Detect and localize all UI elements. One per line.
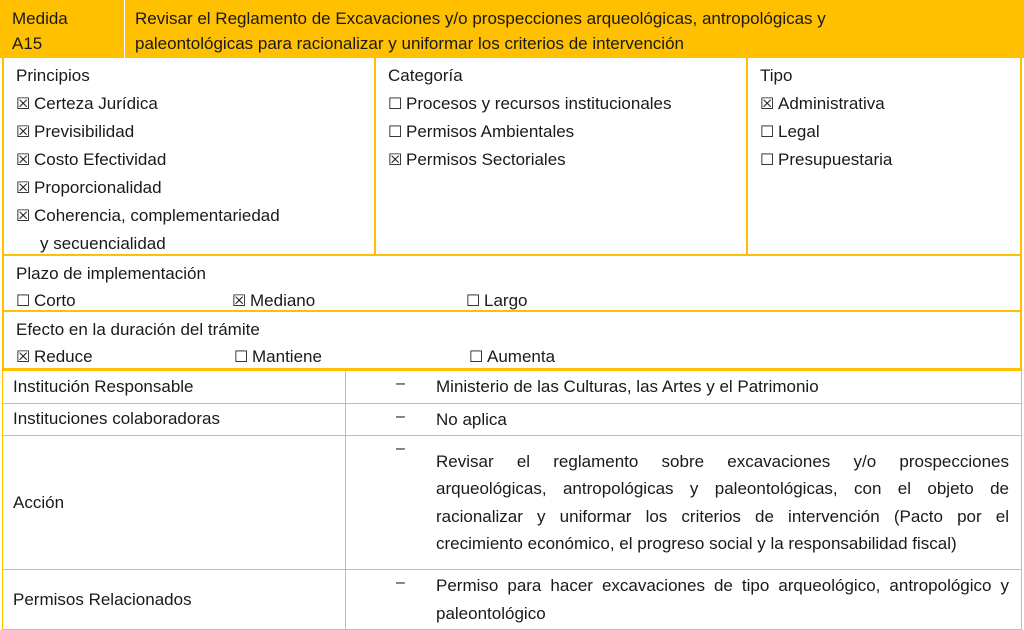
dash-bullet: –: [396, 574, 405, 591]
efecto-title: Efecto en la duración del trámite: [16, 320, 260, 339]
medida-code: A15: [12, 34, 43, 53]
categoria-label: Permisos Ambientales: [406, 122, 575, 141]
principio-label: Proporcionalidad: [34, 178, 162, 197]
categoria-item[interactable]: [388, 146, 746, 174]
categoria-column: [374, 58, 746, 254]
checkbox-icon[interactable]: ☐: [234, 347, 249, 366]
row-value: No aplica: [436, 409, 507, 429]
dash-bullet: –: [396, 440, 405, 457]
row-label: Instituciones colaboradoras: [3, 403, 346, 436]
row-label: Permisos Relacionados: [3, 570, 346, 630]
checkbox-icon[interactable]: ☒: [16, 122, 31, 141]
categoria-item[interactable]: [388, 90, 746, 118]
tipo-item[interactable]: [760, 90, 1020, 118]
principio-item[interactable]: [16, 118, 374, 146]
checkbox-icon[interactable]: ☒: [16, 150, 31, 169]
dash-bullet: –: [396, 375, 405, 392]
efecto-option-label: Reduce: [34, 347, 93, 366]
principio-label: Costo Efectividad: [34, 150, 167, 169]
classification-section: [2, 58, 1022, 256]
principios-column: [4, 58, 374, 254]
measure-title-line-2: paleontológicas para racionalizar y uniformar los criterios de intervención: [135, 34, 684, 53]
checkbox-icon[interactable]: ☒: [16, 94, 31, 113]
table-row: [3, 436, 1022, 570]
plazo-option-label: Corto: [34, 291, 76, 310]
checkbox-icon[interactable]: ☐: [760, 122, 775, 141]
row-value: Permiso para hacer excavaciones de tipo arqueológico, antropológico y paleontológico: [436, 576, 1009, 623]
checkbox-icon[interactable]: ☒: [232, 291, 247, 310]
categoria-item[interactable]: [388, 118, 746, 146]
checkbox-icon[interactable]: ☒: [16, 178, 31, 197]
principio-item[interactable]: [16, 202, 374, 230]
table-row: [3, 403, 1022, 436]
efecto-option-label: Aumenta: [487, 347, 556, 366]
measure-header: [0, 0, 1024, 58]
checkbox-icon[interactable]: ☐: [388, 122, 403, 141]
principios-title: Principios: [16, 66, 90, 85]
tipo-label: Presupuestaria: [778, 150, 893, 169]
measure-title: [125, 0, 1024, 58]
principio-label: Coherencia, complementariedad: [34, 206, 280, 225]
categoria-title: Categoría: [388, 66, 463, 85]
checkbox-icon[interactable]: ☒: [760, 94, 775, 113]
plazo-section: [2, 254, 1022, 312]
tipo-item[interactable]: [760, 146, 1020, 174]
measure-title-line-1: Revisar el Reglamento de Excavaciones y/o prospecciones arqueológicas, antropológicas y: [135, 9, 826, 28]
row-label: Institución Responsable: [3, 371, 346, 404]
principio-item[interactable]: [16, 174, 374, 202]
categoria-label: Permisos Sectoriales: [406, 150, 566, 169]
table-row: [3, 570, 1022, 630]
row-value-cell: [346, 403, 1022, 436]
medida-label: Medida: [12, 9, 68, 28]
tipo-title: Tipo: [760, 66, 793, 85]
row-value: Revisar el reglamento sobre excavaciones y/o prospecciones arqueológicas, antropológicas y paleontológicas, con el objeto de racionalizar y uniformar los criterios de intervención (Pacto por el crecimiento económico, el progreso social y la responsabilidad fiscal): [436, 451, 1009, 553]
tipo-label: Legal: [778, 122, 820, 141]
dash-bullet: –: [396, 407, 405, 425]
checkbox-icon[interactable]: ☒: [16, 347, 31, 366]
tipo-item[interactable]: [760, 118, 1020, 146]
row-value-cell: [346, 570, 1022, 630]
efecto-option[interactable]: [234, 343, 322, 370]
checkbox-icon[interactable]: ☐: [16, 291, 31, 310]
checkbox-icon[interactable]: ☐: [760, 150, 775, 169]
efecto-option-label: Mantiene: [252, 347, 322, 366]
principio-label: Certeza Jurídica: [34, 94, 158, 113]
efecto-option[interactable]: [16, 343, 93, 370]
checkbox-icon[interactable]: ☒: [16, 206, 31, 225]
categoria-label: Procesos y recursos institucionales: [406, 94, 672, 113]
checkbox-icon[interactable]: ☒: [388, 150, 403, 169]
principio-item[interactable]: [16, 146, 374, 174]
checkbox-icon[interactable]: ☐: [469, 347, 484, 366]
row-value: Ministerio de las Culturas, las Artes y el Patrimonio: [436, 377, 819, 396]
tipo-label: Administrativa: [778, 94, 885, 113]
checkbox-icon[interactable]: ☐: [388, 94, 403, 113]
plazo-option-label: Mediano: [250, 291, 316, 310]
checkbox-icon[interactable]: ☐: [466, 291, 481, 310]
principio-label-continuation: y secuencialidad: [40, 234, 166, 253]
row-value-cell: [346, 371, 1022, 404]
row-value-cell: [346, 436, 1022, 570]
plazo-title: Plazo de implementación: [16, 264, 206, 283]
principio-item[interactable]: [16, 90, 374, 118]
plazo-option-label: Largo: [484, 291, 528, 310]
efecto-section: [2, 310, 1022, 370]
details-table: [2, 370, 1022, 630]
efecto-options: [16, 343, 1020, 371]
principio-label: Previsibilidad: [34, 122, 135, 141]
row-label: Acción: [3, 436, 346, 570]
table-row: [3, 371, 1022, 404]
tipo-column: [746, 58, 1020, 254]
measure-id-cell: [0, 0, 125, 58]
efecto-option[interactable]: [469, 343, 555, 370]
